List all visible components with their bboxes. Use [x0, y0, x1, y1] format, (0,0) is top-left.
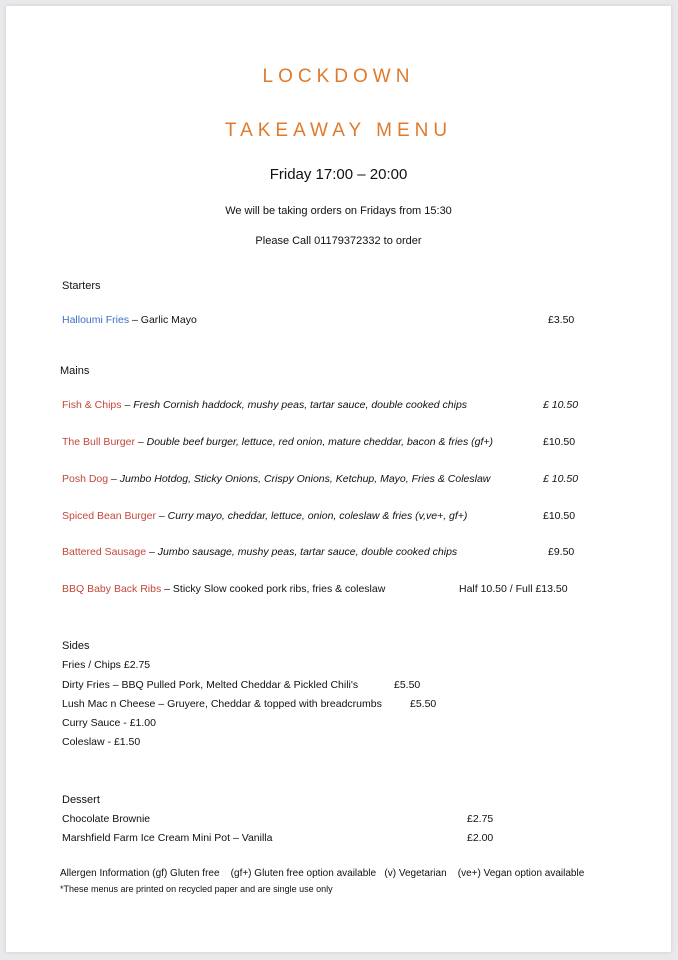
- item-description: – Double beef burger, lettuce, red onion, mature cheddar, bacon & fries (gf+): [134, 436, 494, 448]
- menu-item: [62, 736, 140, 748]
- menu-item: [62, 679, 358, 691]
- menu-item: [62, 546, 457, 558]
- item-price: £2.75: [467, 813, 494, 825]
- menu-item: [62, 659, 150, 671]
- item-name: Spiced Bean Burger: [62, 510, 156, 522]
- item-description: – Garlic Mayo: [129, 314, 197, 326]
- menu-item: [62, 436, 493, 448]
- menu-item: [62, 399, 467, 411]
- item-name: Dirty Fries: [62, 679, 110, 691]
- menu-sheet: [6, 6, 671, 952]
- item-name: Chocolate Brownie: [62, 813, 151, 825]
- item-description: – Gruyere, Cheddar & topped with breadcrumbs: [155, 698, 382, 710]
- section-heading-sides: Sides: [62, 640, 90, 652]
- recycled-note: *These menus are printed on recycled paper and are single use only: [60, 884, 333, 894]
- item-name: Coleslaw: [62, 736, 105, 748]
- item-name: BBQ Baby Back Ribs: [62, 583, 162, 595]
- item-description: £2.75: [120, 659, 151, 671]
- item-price: £ 10.50: [543, 473, 579, 485]
- item-price: £10.50: [543, 436, 576, 448]
- allergen-ve-plus: (ve+) Vegan option available: [457, 868, 585, 879]
- item-price: £5.50: [410, 698, 437, 710]
- item-description: – Sticky Slow cooked pork ribs, fries & coleslaw: [161, 583, 386, 595]
- item-price: £ 10.50: [543, 399, 579, 411]
- menu-item: [62, 583, 385, 595]
- phone-note: Please Call 01179372332 to order: [255, 235, 422, 247]
- item-description: - £1.00: [120, 717, 156, 729]
- item-name: Fries / Chips: [62, 659, 121, 671]
- menu-item: [62, 698, 382, 710]
- item-name: Marshfield Farm Ice Cream Mini Pot: [62, 832, 231, 844]
- item-price: Half 10.50 / Full £13.50: [459, 583, 568, 595]
- item-name: Battered Sausage: [62, 546, 147, 558]
- menu-item: [62, 813, 150, 825]
- item-description: – BBQ Pulled Pork, Melted Cheddar & Pickled Chili's: [109, 679, 359, 691]
- item-price: £2.00: [467, 832, 494, 844]
- item-price: £5.50: [394, 679, 421, 691]
- item-price: £9.50: [548, 546, 575, 558]
- orders-note: We will be taking orders on Fridays from 15:30: [225, 205, 452, 217]
- allergen-gf: (gf) Gluten free: [152, 868, 220, 879]
- item-name: Posh Dog: [62, 473, 109, 485]
- menu-item: [62, 314, 197, 326]
- allergen-v: (v) Vegetarian: [384, 868, 447, 879]
- menu-item: [62, 473, 490, 485]
- item-name: Halloumi Fries: [62, 314, 130, 326]
- menu-title-line1: LOCKDOWN: [262, 66, 415, 87]
- item-description: – Curry mayo, cheddar, lettuce, onion, coleslaw & fries (v,ve+, gf+): [155, 510, 468, 522]
- allergen-information: [60, 868, 584, 879]
- item-price: £3.50: [548, 314, 575, 326]
- allergen-gf-plus: (gf+) Gluten free option available: [230, 868, 377, 879]
- item-description: – Fresh Cornish haddock, mushy peas, tartar sauce, double cooked chips: [121, 399, 468, 411]
- section-heading-mains: Mains: [60, 365, 90, 377]
- section-heading-starters: Starters: [62, 280, 101, 292]
- item-description: - £1.50: [104, 736, 141, 748]
- menu-item: [62, 832, 272, 844]
- item-description: – Vanilla: [230, 832, 273, 844]
- menu-item: [62, 510, 467, 522]
- item-name: The Bull Burger: [62, 436, 135, 448]
- item-description: – Jumbo Hotdog, Sticky Onions, Crispy Onions, Ketchup, Mayo, Fries & Coleslaw: [108, 473, 491, 485]
- section-heading-dessert: Dessert: [62, 794, 100, 806]
- item-price: £10.50: [543, 510, 576, 522]
- allergen-label: Allergen Information: [60, 868, 150, 879]
- item-description: – Jumbo sausage, mushy peas, tartar sauce, double cooked chips: [146, 546, 458, 558]
- menu-title-line2: TAKEAWAY MENU: [224, 120, 453, 141]
- item-name: Lush Mac n Cheese: [62, 698, 156, 710]
- item-name: Fish & Chips: [62, 399, 122, 411]
- opening-hours: Friday 17:00 – 20:00: [269, 166, 408, 183]
- menu-item: [62, 717, 156, 729]
- item-name: Curry Sauce: [62, 717, 121, 729]
